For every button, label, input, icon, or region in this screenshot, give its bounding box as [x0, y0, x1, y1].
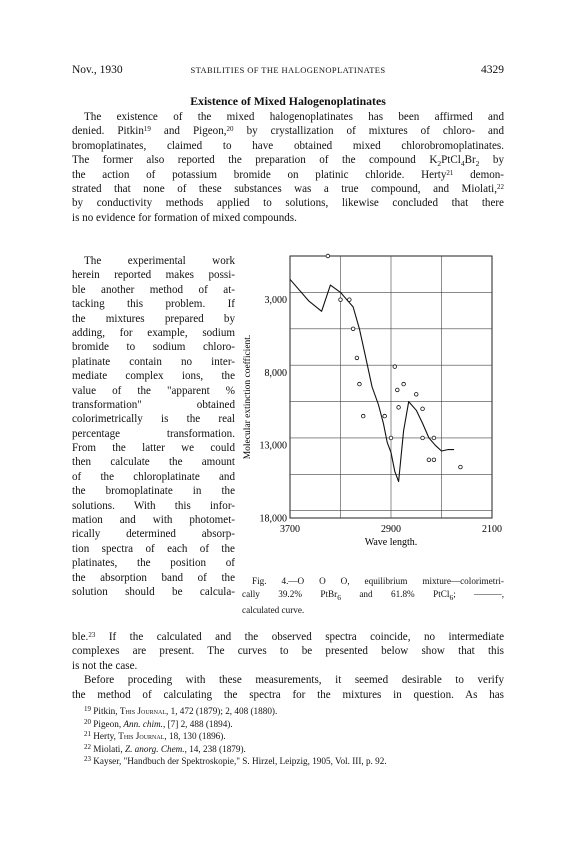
footnote-ref: 22 — [497, 182, 504, 191]
footnote-journal: This Journal — [118, 731, 165, 742]
cont-line-5: the method of calculating the spectra for the mixtures in question. As has — [72, 688, 504, 701]
left-column-line: bromide to sodium chloro- — [72, 341, 235, 354]
intro-line-8: is no evidence for formation of mixed compounds. — [72, 211, 297, 224]
footnote-journal: Ann. chim. — [123, 718, 163, 729]
data-point — [383, 414, 387, 418]
data-point — [393, 365, 397, 369]
y-tick-label: 13,000 — [259, 440, 287, 452]
left-column-line: platinates, the position of — [72, 557, 235, 570]
data-point — [459, 465, 463, 469]
left-column-line: mediate complex ions, the — [72, 370, 235, 383]
intro-line-2 — [72, 124, 504, 138]
left-column-line: the absorption band of the — [72, 571, 235, 584]
data-point — [351, 327, 355, 331]
x-tick-label: 2900 — [381, 524, 401, 535]
left-column-line: The experimental work — [84, 255, 235, 267]
data-point — [358, 382, 362, 386]
footnote — [84, 718, 504, 731]
figure-4 — [245, 253, 503, 583]
calculated-curve — [290, 279, 454, 481]
footnote-number: 21 — [84, 730, 91, 739]
footnote-ref: 19 — [143, 125, 151, 134]
text-run: the action of potassium bromide on platinic chloride. Herty — [72, 168, 447, 181]
caption-line-1: Fig. 4.—O O O, equilibrium mixture—colorimetri- — [252, 576, 504, 586]
text-run: PtCl — [441, 154, 461, 167]
left-column-line: the bromoplatinate in the — [72, 485, 235, 498]
data-point — [348, 298, 352, 302]
footnote-text: Miolati, — [93, 743, 125, 754]
subscript: 2 — [475, 159, 480, 169]
text-run: ble. — [72, 631, 89, 643]
left-column-paragraph — [72, 254, 235, 599]
left-column-line: herein reported makes possi- — [72, 269, 235, 282]
data-point — [402, 382, 406, 386]
text-run: cally 39.2% PtBr — [242, 588, 338, 599]
header-date: Nov., 1930 — [72, 64, 123, 76]
left-column-line: tion spectra of each of the — [72, 542, 235, 555]
text-run: by crystallization of mixtures of chloro- and — [233, 125, 504, 138]
footnote — [84, 705, 504, 718]
running-header — [72, 64, 504, 80]
footnote-text: , 1, 472 (1879); 2, 408 (1880). — [166, 706, 278, 716]
footnote-text: 1905, Vol. III, p. 92. — [312, 756, 387, 767]
footnotes — [84, 705, 504, 768]
intro-line-6 — [72, 182, 504, 196]
footnote-number: 19 — [84, 705, 91, 713]
left-column-line: colorimetrically is the real — [72, 413, 235, 426]
figure-caption — [242, 575, 504, 616]
text-run: denied. Pitkin — [72, 125, 144, 138]
left-column-line: adding, for example, sodium — [72, 326, 235, 339]
left-column-line: then calculate the amount — [72, 456, 235, 469]
intro-line-1: The existence of the mixed halogenoplatinates has been affirmed and — [84, 111, 504, 123]
text-run: and Pigeon, — [150, 125, 227, 138]
data-point — [339, 298, 343, 302]
footnote-text: , [7] 2, 488 (1894). — [162, 718, 233, 729]
footnote-text: Herty, — [93, 731, 119, 742]
text-run: If the calculated and the observed spectra coincide, no intermediate — [95, 631, 504, 643]
footnote-number: 23 — [84, 755, 91, 764]
data-point — [432, 458, 436, 462]
intro-line-3: bromoplatinates, claimed to have obtained mixed chlorobromoplatinates. — [72, 139, 504, 152]
data-point — [432, 436, 436, 440]
cont-line-2: complexes are present. The curves to be presented below show that this — [72, 645, 504, 658]
continuation-paragraph — [72, 630, 504, 702]
text-run: and 61.8% PtCl — [340, 588, 450, 599]
data-point — [427, 458, 431, 462]
footnote — [84, 755, 504, 768]
data-point — [326, 254, 330, 258]
left-column-line: mation and with photomet- — [72, 514, 235, 527]
header-page-number: 4329 — [481, 64, 504, 76]
left-column-line: platinate contain no inter- — [72, 355, 235, 368]
left-column-line: From the latter we could — [72, 442, 235, 455]
data-point — [414, 392, 418, 396]
intro-paragraph — [72, 110, 504, 225]
text-run: The former also reported the preparation of the compound K — [72, 154, 438, 167]
caption-line-3: calculated curve. — [242, 604, 305, 615]
footnote-text: , 18, 130 (1896). — [164, 731, 226, 742]
intro-line-5 — [72, 168, 504, 182]
subscript: 6 — [337, 592, 341, 602]
left-column-line: percentage transformation. — [72, 427, 235, 440]
cont-line-1 — [72, 630, 504, 644]
y-tick-label: 18,000 — [259, 513, 287, 525]
absorption-chart — [245, 253, 503, 583]
y-tick-label: 3,000 — [264, 295, 287, 307]
footnote — [84, 730, 504, 743]
subscript: 6 — [449, 592, 454, 602]
text-run: demon- — [453, 168, 504, 181]
intro-line-7: by conductivity methods applied to solutions, likewise concluded that there — [72, 197, 504, 210]
footnote-text: , 14, 238 (1879). — [184, 743, 246, 754]
left-column-line: rically determined absorp- — [72, 528, 235, 541]
text-run: by — [479, 154, 504, 167]
footnote-journal: This Journal — [119, 706, 167, 716]
left-column-line: value of the "apparent % — [72, 384, 235, 397]
text-run: strated that none of these substances was a true compound, and Miolati, — [72, 182, 497, 195]
data-point — [355, 356, 359, 360]
cont-line-4: Before proceding with these measurements, it seemed desirable to verify — [84, 674, 504, 687]
left-column-line: the mixtures prepared by — [72, 312, 235, 325]
left-column-line: ble another method of at- — [72, 283, 235, 296]
left-column-line: of the chloroplatinate and — [72, 470, 235, 483]
text-run: Br — [464, 154, 476, 167]
data-point — [389, 436, 393, 440]
y-tick-label: 8,000 — [264, 367, 287, 379]
caption-line-2 — [242, 588, 504, 604]
x-axis-label: Wave length. — [364, 537, 418, 548]
footnote — [84, 743, 504, 756]
footnote-ref: 23 — [88, 631, 96, 639]
data-point — [421, 407, 425, 411]
footnote-number: 20 — [84, 717, 91, 726]
x-tick-label: 2100 — [482, 524, 502, 535]
cont-line-3: is not the case. — [72, 659, 138, 672]
left-column-line: solutions. With this infor- — [72, 499, 235, 512]
footnote-ref: 20 — [226, 125, 234, 134]
header-running-title: STABILITIES OF THE HALOGENOPLATINATES — [190, 65, 386, 75]
x-tick-label: 3700 — [280, 524, 300, 535]
footnote-text: Pitkin, — [93, 706, 120, 716]
footnote-text: Kayser, "Handbuch der Spektroskopie," S. Hirzel, Leipzig, — [93, 756, 313, 767]
section-title: Existence of Mixed Halogenoplatinates — [190, 94, 386, 108]
subscript: 2 — [437, 159, 442, 169]
left-column-line: tacking this problem. If — [72, 298, 235, 311]
left-column-line: transformation" obtained — [72, 398, 235, 411]
y-axis-label: Molecular extinction coefficient. — [243, 334, 253, 460]
footnote-ref: 21 — [446, 168, 454, 177]
data-point — [396, 388, 400, 392]
data-point — [421, 436, 425, 440]
intro-line-4 — [72, 153, 504, 167]
footnote-text: Pigeon, — [93, 718, 124, 729]
data-point — [397, 406, 401, 410]
footnote-journal: Z. anorg. Chem. — [124, 743, 185, 754]
subscript: 4 — [460, 159, 465, 169]
text-run: ; ———, — [453, 588, 504, 599]
left-column-line: solution should be calcula- — [72, 585, 235, 598]
footnote-number: 22 — [84, 742, 91, 751]
data-point — [361, 414, 365, 418]
